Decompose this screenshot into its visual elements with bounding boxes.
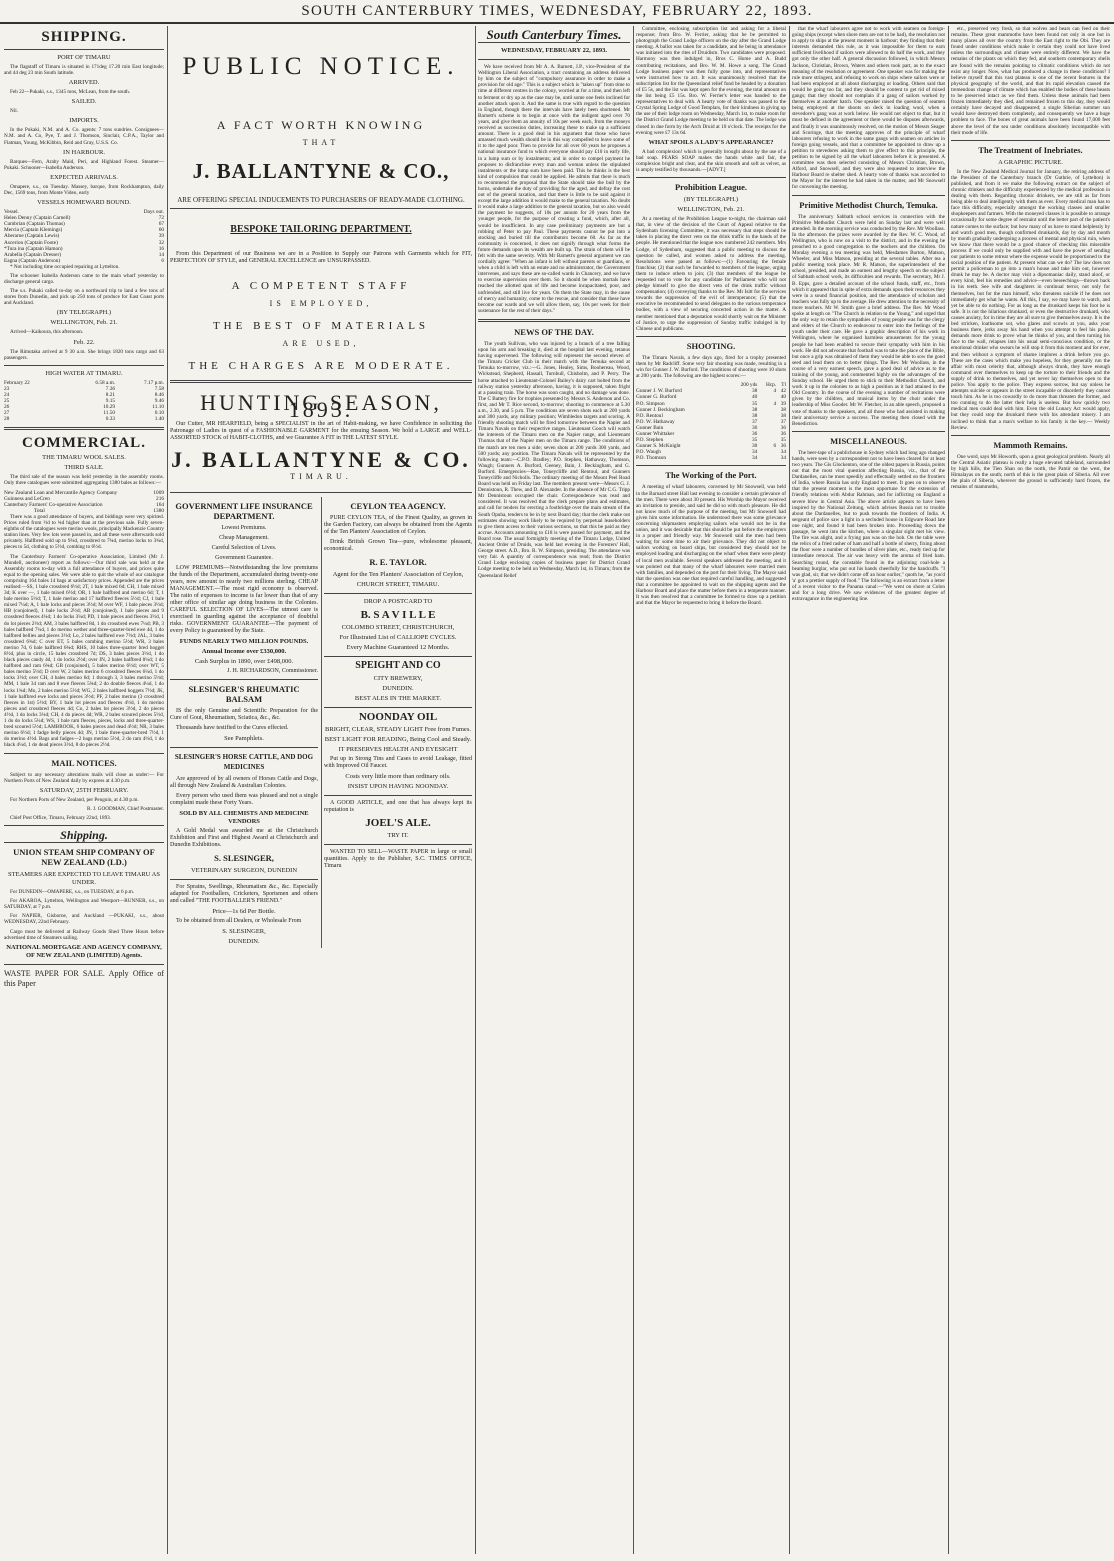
gov-line: Lowest Premiums. [221,525,267,531]
bespoke-text: From this Department of our Business we are in a Position to Supply our Patrons with Garments which for FIT, PERFECTION OF STYLE, and GENERAL EXCELLENCE are UNSURPASSED. [170,251,472,264]
union-sub: STEAMERS ARE EXPECTED TO LEAVE TIMARU AS UNDER. [8,871,160,887]
pamphlets-text: See Pamphlets. [224,735,264,742]
saville-heading: B. S A V I L L E [360,609,436,621]
table-row: Aberarne (Captain Lewis) 39 [4,233,164,240]
table-row: Gunner Whittaker 36 36 [636,430,786,437]
ads-left [170,497,318,948]
table-row: P.O. W. Hathaway 37 37 [636,418,786,425]
ad-divider [321,497,322,948]
insist-text: INSIST UPON HAVING NOONDAY. [347,783,449,790]
table-row: Gunner S. McKnight 30 6 36 [636,443,786,450]
bright-text: BRIGHT, CLEAR, STEADY LIGHT Free from Fumes. [325,726,471,733]
joels-heading: JOEL'S ALE. [365,817,431,829]
shipping-heading: SHIPPING. [41,29,127,45]
table-row: P.O. Thomson 34 34 [636,455,786,462]
in-harbour-text: Barques—Fern, Araby Maid, Peri, and Highland Forest. Steamer—Pukaki. Schooner—Isabella Anderson. [4,158,164,171]
table-row: Cumbrian (Captain Thomas) 67 [4,221,164,228]
ballantyne-heading: J. BALLANTYNE & CO., [192,159,450,183]
mail-date: Chief Post Office, Timaru, February 22nd, 1893. [10,814,112,821]
mail-text: Subject to any necessary alterations mails will close as under:— For Northern Ports of New Zealand daily by express at 4.30 p.m. [4,771,164,784]
vessels-note: * Not including time occupied repairing at Lyttelton. [10,263,120,270]
taylor-agent: Agent for the Ten Planters' Association of Ceylon, [332,571,464,578]
guaranteed-text: Every Machine Guaranteed 12 Months. [346,644,450,651]
sailed-heading: SAILED. [71,98,97,106]
shipping2-heading: Shipping. [60,827,108,842]
best-heading: THE BEST OF MATERIALS [212,320,430,332]
good-article-text: A GOOD ARTICLE, and one that has always kept its reputation is [324,800,472,813]
feb22-dateline: Feb. 22. [73,338,95,346]
union-line: For NAPIER, Gisborne, and Auckland —PUKAKI, s.s., about WEDNESDAY, 22nd February. [4,913,164,926]
column-news-3 [792,26,945,1554]
table-row: Gunner Bain 36 36 [636,424,786,431]
public-notice-heading: PUBLIC NOTICE. [182,53,460,80]
table-row: P.O. Simpson 35 4 39 [636,400,786,407]
ceylon-heading: CEYLON TEA AGENCY. [350,501,446,511]
income-text: Annual Income over £330,000. [201,648,287,655]
drop-text: DROP A POSTCARD TO [363,598,433,605]
table-row: Gunner J. W. Burford 38 4 42 [636,388,786,395]
port-text: The flagstaff of Timaru is situated in 171deg 17.20 min East longitude; and 44 deg 23 min South latitude. [4,64,164,77]
sailed-text: Nil. [10,108,18,115]
slesinger-heading: SLESINGER'S RHEUMATIC BALSAM [188,684,300,704]
colombo-text: COLOMBO STREET, CHRISTCHURCH, [341,624,455,631]
primitive-heading: Primitive Methodist Church, Temuka. [799,199,938,210]
column-advertisements [170,26,472,1554]
column-shipping-commercial [4,26,164,1554]
table-row: Mercia (Captain Klemings) 60 [4,227,164,234]
port-work-heading: The Working of the Port. [665,470,757,481]
illustrated-text: For Illustrated List of CALLIOPE CYCLES. [339,634,457,641]
shooting-text: The Timaru Navals, a few days ago, fired for a trophy presented them by Mr Radcliff. Some very fair shooting was made, resulting in a win for Gunner J. W. Burford. The conditions of shooting were 10 shots at 200 yards. The following are the highest scores:— [636,354,786,380]
ales-text: BEST ALES IN THE MARKET. [354,695,442,702]
port-heading: PORT OF TIMARU [57,54,111,61]
wellington-dateline: WELLINGTON, Feb. 21. [50,319,118,327]
mail-sign: R. J. GOODMAN, Chief Postmaster. [87,805,164,812]
paper-title: South Canterbury Times. [486,27,622,42]
table-row: 25 9.15 9.46 [4,398,164,404]
shooting-heading: SHOOTING. [686,340,736,351]
timaru-text: TIMARU. [290,472,352,481]
put-up-text: Put up in Strong Tins and Cases to avoid Leakage, fitted with Improved Oil Faucet. [324,756,472,769]
table-row: Canterbury Farmers' Co-operative Association 164 [4,501,164,508]
primitive-text: The anniversary Sabbath school services in connection with the Primitive Methodist Church were held on Sunday last and were well attended. In the morning service was conducted by the Rev. Mr Woollass. In the afternoon the prizes were awarded by the Rev. W. C. Wood, of Wellington, who is now on a visit to the district, and in the evening he preached to a good congregation to the teachers and the children. On Monday evening a tea meeting was held, Mesdames Burton, Matson, Wheeler, and Miss Matson, presiding at the several tables. After tea a public meeting took place. Mr R. Matson, the superintendent of the school, presided, and made an earnest and lengthy speech on the subject of Sabbath school work, its difficulties and rewards. The secretary, Mr J. B. Epps, gave a detailed account of the school funds, staff, etc., from which it appeared that in spite of extra demands upon their resources they were in a sound financial position, and the attendance of scholars and teachers was fully up to the average. He drew attention to the necessity of more teachers. Mr W. Smith gave a brief address. The Rev. Mr Wood spoke at length on "The Church in relation to the Young," and urged that the only way to retain the sympathies of young people was for the clergy and elders of the Church to endeavour to enter into the feelings of the youth under their care. He gave a graphic description of his work in Wellington, where he organised harmless amusements for the young people he had been enabled to secure their sympathy with him in his work. He did not advocate that football was to take the place of the Bible, but once a grip was obtained of them they would be able to sow the good seed and lead them on to better things. The Rev. Mr Woollass, in the course of a very earnest speech, gave a good deal of advice as to the training of the young, and commented highly on the advantages of the Sunday school. He urged them to stick to their Methodist Church, and work it up in the colonies to as high a position as it had attained in the Old Country. In the course of the evening a number of recitations were given by the children, and musical items by the choir under the leadership of Miss Gooder. Mr W. Fletcher, in an able speech, proposed a vote of thanks to the speakers, and all those who had assisted in making their anniversary service a success. The meeting then closed with the Benediction. [792,213,945,427]
that-text: THAT [302,138,340,147]
wool-sales-heading: THE TIMARU WOOL SALES. [42,454,126,462]
column-rule [789,26,790,1554]
ceylon-text: PURE CEYLON TEA, of the Finest Quality, as grown in the Garden Factory, can always be obtained from the Agents of the Ten Planters' Association of Ceylon. [324,515,472,535]
slesinger-name: S. SLESINGER, [214,853,274,863]
arrived-heading: ARRIVED. [68,79,100,87]
gov-insurance-heading: GOVERNMENT LIFE INSURANCE DEPARTMENT. [175,501,313,521]
high-water-heading: HIGH WATER AT TIMARU. [45,369,123,377]
drink-text: Drink British Grown Tea—pure, wholesome pleasant, economical. [324,539,472,552]
table-row: 23 7.36 7.58 [4,385,164,392]
third-sale-heading: THIRD SALE. [64,464,104,472]
telegraph-heading: (BY TELEGRAPH.) [56,309,112,317]
nma-heading: NATIONAL MORTGAGE AND AGENCY COMPANY, OF NEW ZEALAND (LIMITED) Agents. [6,943,162,959]
column-rule [633,26,634,1554]
slesinger-name-2: S. SLESINGER, [222,928,266,935]
city-text: CITY BREWERY, [373,675,423,682]
funds-text: FUNDS NEARLY TWO MILLION POUNDS. [179,638,309,645]
slesinger-text: IS the only Genuine and Scientific Preparation for the Cure of Gout, Rheumatism, Sciatica, &c., &c. [170,708,318,721]
table-row: February 22 6.58 a.m. 7.17 p.m. [4,379,164,386]
mail-heading: MAIL NOTICES. [51,757,117,768]
leader-text: We have received from Mr A. A. Barnett, J.P., vice-President of the Wellington Liberal Association, a tract containing an address delivered by him on the subject of "compulsory assurance in order to make a provision for old age." This is a subject which is "taken up" from time to time at different centres in the colony, worried at for a time, and then left to ferment or dry up as the case may be, until some one feels inclined for another attack upon it. And the same is true with regard to the question in England, though there the intervals have lately been shortened. Mr Barnett's scheme is to begin at once with the indigent aged over 70 years, and give them an annuity of 10s per week each, from the moneys received as succession duties, increasing these to make up a sufficient amount. There is a good deal in his argument that those who have amassed much wealth should be in this way compelled to leave some of it to the aged poor. Then to provide for all over 60 years he proposes a national insurance fund to which everyone should pay £10 in early life, in a lump sum or by instalments; and in order to compel payment he proposes to disfranchise every man and woman unless the stipulated instalments or the lump sum have been paid. This he thinks is the best kind of compulsion that could be applied. He admits that there is much to recommend the proposal that the State should take the bull by the horns, undertake the duty of providing for the aged, and defray the cost out of the general taxation, and that there is little to be said against it except the large addition it would make to the general taxation. No doubt it would make a large addition to the general taxation, but so also would the payment he suggests, of 10s per annum for 20 years from the younger people, for the purpose of creating a fund, which, after all, would be insufficient. In any case preliminary payments are but a robbing of Peter to pay Paul. These payments cannot be put into a stocking and buried till the contributors become 60. As far as the community is concerned, it does not signify through what forms the future demands upon its wealth are built up. The strain of them will be felt with the same severity. With Mr Barnett's general argument we can cordially agree: "When an infant is left without parents or guardians, or when a child is left with an estate and no administrator, the Government intervenes, and says these are so-called wards in Chancery, and we have to exercise supervision over them. So it should be when mortals have reached the allotted span of life and become incapacitated, poor, and unfriended, and still live for years. On them the State may, in the cause of mercy and humanity, come to the rescue, and consider that these have become our wards and we will allow them, say, 10s per week for their sustenance for the rest of their days." [478,64,630,314]
column-news-2 [636,26,786,1554]
news-continued: Committee, enclosing subscription list and asking for a liberal response; from Bro. W. Ferrier, asking that he be permitted to photograph the Grand Lodge officers on the day after the Grand Lodge meeting. A ballot was taken for a candidate, and he being in attendance was initiated into the rites of Druidism. Two candidates were proposed. Harmony was then indulged in, Bros C. Home and A. Budd contributing recitations, and Bro. W. M. Howe a song. The Grand Lodge business paper was then fully gone into, and representatives were instructed how to act. It was unanimously resolved that the subscription list for the Queensland relief fund be headed by a donation of £5 5s, and the list was kept open for the evening, the total amount on the list being £5 15s. Bro. W. Ferrier's letter was handed to the representatives to deal with. A hearty vote of thanks was passed to the Crystal Spring Lodge of Good Templars, for their kindness in giving up the use of their lodge room on Wednesday, March 1st, to make room for the District Grand Lodge meeting to be held on that date. The lodge was closed in due form by the Arch Druid at 10 o'clock. The receipts for the evening were £7 13s 6d. [636,26,786,136]
gov-line: Cheap Management. [219,535,269,541]
hunting-heading: HUNTING SEASON, 1893. [200,390,442,422]
column-rule [475,26,476,1554]
table-row: 24 8.21 8.46 [4,391,164,398]
wool-text: There was a good attendance of buyers, and biddings were very spirited. Prices ruled from ½d to ¾d higher than at the previous sale. Fully seven-eighths of the catalogues were merino wools, principally Mackenzie Country station lines. Very few lots were passed in, and all these were afterwards sold privately. Halfbred sold up to 9¼d, crossbred to 7¾d, merino locks to 3¾d, pieces to 5d, clothing to 5½d, combing to 6½d. [4,513,164,551]
column-news-4 [951,26,1110,1554]
competent-heading: A COMPETENT STAFF [231,280,411,292]
table-row: Ascerion (Captain Foote) 32 [4,239,164,246]
in-harbour-heading: IN HARBOUR. [63,148,105,156]
homeward-heading: VESSELS HOMEWARD BOUND. [37,199,131,207]
table-row: P.O. Waugh 34 34 [636,449,786,456]
table-row: 26 10.29 11.10 [4,404,164,411]
sold-text: SOLD BY ALL CHEMISTS AND MEDICINE VENDORS [179,810,309,825]
preserves-text: IT PRESERVES HEALTH AND EYESIGHT [338,746,458,753]
news-heading: NEWS OF THE DAY. [514,326,594,337]
table-row: *Tura ina (Captain Hamon) 16 [4,245,164,252]
table-row: 28 0.33 1.40 [4,416,164,423]
column-rule [167,26,168,1554]
horse-text: Are approved of by all owners of Horses Cattle and Dogs, all through New Zealand & Australian Colonies. [170,776,318,789]
noonday-heading: NOONDAY OIL [358,711,438,723]
taylor-heading: R. E. TAYLOR. [369,557,427,567]
charges-heading: THE CHARGES ARE MODERATE. [188,360,454,372]
news-text: The youth Sullivan, who was injured by a branch of a tree falling upon his arm and breaking it, died at the hospital last evening, tetanus having supervened. The following will represent the second eleven of the Timaru Cricket Club in their match with the Temuka second at Temuka to-morrow, viz.:—G. Jones, Healey, Sims, Boohereau, Wood, Wickstead, Shepherd, Hassall, Turnbull, Chisholm, and P. Perry. The horse attached to Lieutenant-Colonel Bailey's dairy cart bolted from the railway station yesterday afternoon, having, it is supposed, taken fright at a passing train. The horse was soon caught, and no damage was done. The C Battery fire for trophies presented by Messrs S. Anderson and Co. first, and Mr T. Rice second, to-morrow; shooting to commence at 5.30 a.m., 2.30, and 5 p.m. The conditions are seven shots each at 200 yards and 300 yards, any military position; Wimbledon targets and scoring. A friendly shooting match will be fired tomorrow between the Napier and Timaru Navals on their respective ranges. Lieutenant Gooch will watch the interests of the Timaru men on the Napier range, and Lieutenant Thomas that of the Napier men on the Timaru range. The conditions of the match are ten men a side; seven shots at 200 yards 300 yards, and 500 yards; any position. The Timaru Navals will be represented by the following team:—C.P.O. Bradley; P.O. Stephen, Hathaway, Thomson, Waugh; Gunners A. Burford, Geeney, Bain, J. Beckingham, and G. Burford. Emergencies—Rae, Toneycliffe and Rentoul, and Gunners Toneycliffe and Nicholls. The ordinary meeting of the Mount Peel Road Board was held on Friday last. The members present were—Messrs G. J. Dennistoun, R. Thew, and D. Alexander. In the absence of Mr C.G. Tripp Mr Dennistoun occupied the chair. Correspondence was read and considered. It was resolved that the clerk prepare plans and estimates, and call for tenders for erecting a footbridge over the main stream of the South Opuha, tenders to be in by next Board day; that the clerk make out estimates showing work likely to be required by perpetual leaseholders to give them access to their various sections, so that this be paid as they accrue. Accounts amounting to £18 is were passed for payment, and the Board rose. The usual fortnightly meeting of the Timaru Lodge, United Ancient Order of Druids, was held last evening in the Foresters' Hall, George street. A.D., Bro. R. W. Simpson, presiding. The attendance was very fair. A quantity of correspondence was read; from the District Grand Lodge enclosing copies of business paper for District Grand Lodge meeting to be held on Wednesday, March 1st, in Timaru; from the Queensland Relief [478,340,630,579]
editorial-date: WEDNESDAY, FEBRUARY 22, 1893. [501,47,607,55]
table-row: Gunner J. Beckingham 38 38 [636,406,786,413]
gold-text: A Gold Medal was awarded me at the Christchurch Exhibition and First and Highest Award at Christchurch and Dunedin Exhibitions. [170,828,318,848]
price-text: Price—1s 6d Per Bottle. [212,908,276,915]
arrived-text: Feb 22—Pukaki, s.s., 1345 tons, McLean, from the south. [10,89,131,96]
table-row: Total 1380 [34,507,164,514]
employed-text: IS EMPLOYED, [269,299,373,308]
gov-line: Careful Selection of Lives. [211,545,277,551]
column-rule [948,26,949,1554]
try-text: TRY IT. [387,832,409,839]
mail-day-text: For Northern Ports of New Zealand, per Penguin, at 4.30 p.m. [10,796,139,803]
inebriates-text: In the New Zealand Medical Journal for January, the retiring address of the President of the Canterbury branch (Dr Guthrie, of Lyttelton) is published, and from it we make the following extract on the subject of chronic drinkers and the difficulty experienced by the medical profession in dealing with them. Regarding chronic drinkers, we are still as far from being able to deal intelligently with them as ever. Every medical man has to face this difficulty, especially amongst the working classes and smaller shopkeepers and farmers. With the moneyed classes it is possible to arrange occasionally for some degree of restraint until the better part of the patient's nature comes to the surface; but how many of us have to stand helplessly by and watch good men, though confirmed drunkards, day by day and month by month gradually undergoing a process of mental and physical ruin, when we know that there would be a good chance of checking this miserable process if we could only be supplied with and have the power of sending our patients to some retreat where the expense would be proportioned to the social position of the patient. At present what can we do? The law does not permit a policeman to go into a man's house and take him out, however drunk he may be. A doctor may visit a dipsomaniac daily, stand aloof, or every kind, feel his remedies and advice—even beseechings—thrown back in his teeth. See wife and daughters in continual terror, not only for themselves, but for the man himself, who threatens suicide if he does not immediately get what he wants. All this, I say, we may have to watch, and yet be able to do nothing. For as long as the drunkard keeps his foot he is safe. It is not the hilarious drunkard, or even the destructive drunkard, who causes anxiety, for in time they are all sure to give themselves away. It is the bed stricken, loathsome sot, who glares and scowls at you, asks your business there, jerks away his hand when you attempt to feel his pulse, demands more drink to prove what he thinks of you, and then turning his face to the wall, relapses into his usual semi-conscious condition, or the emotional drinker who swears he will stop it from this moment and for ever, and then without a symptom of shame implores a drink before you go. These are the cases which make you hopeless, for they generally run the affair with most celerity that, although always drunk, they have enough command over themselves to keep up the torture to their friends and the supply of drink to themselves, and yet never lay themselves open to the police. You apply to the police. They express sorrow, but say unless he attempts suicide or appears in the street incapable or disorderly they cannot touch him. As he is too cowardly to do more than threaten the former, and too cunning to do the latter their help is useless. But how quickly two medical men could deal with him. Even the old Lunacy Act would apply, but they could stop the drunkard there with his attendant misery. I am inclined to think that a man's welfare to his family is the key.— Weekly Review. [951,168,1110,431]
table-row: Helen Denny (Captain Carnell) 72 [4,215,164,222]
costs-text: Costs very little more than ordinary oils. [345,773,451,780]
wanted-text: WANTED TO SELL—WASTE PAPER in large or small quantities. Apply to the Publisher, S.C. TIMES OFFICE, Timaru [324,849,472,869]
gov-text: LOW PREMIUMS—Notwithstanding the low premiums the funds of the Department, accumulated during twenty-one years, now amount to nearly two millions sterling. CHEAP MANAGEMENT.—The most rigid economy is observed. The ratio of expenses to income is far lower than that of any other office of similar age doing business in the Colonies. CAREFUL SELECTION OF LIVES—The utmost care is exercised in guarding against the acceptance of doubtful risks. GOVERNMENT GUARANTEE—The payment of every Policy is guaranteed by the State. [170,565,318,634]
church-text: CHURCH STREET, TIMARU. [356,581,440,588]
mammoth-continued: etc., preserved very fresh, so that wolves and bears can feed on their remains. These great mammoths have been found not only in one but in many places all over the country from the East right to the Obi. They are found under conditions which make it certain they could not have lived unless the surroundings and climate were entirely different. We have the remains of the plants on which they fed, and southern contemporary shells are found with the remains pointing to climatic conditions which do not exist any longer. Now, what has produced a change in these conditions? I believe myself that this vast plateau is one of the recent features in the physical geography of the world, and that its rapid elevation caused the tremendous change of climate which has enabled the bodies of these beasts to be preserved intact as we find them. Unless these animals had been frozen immediately they died, and remained frozen to this day, they would certainly have decayed and disappeared; a single Siberian summer sun would have destroyed them completely, and consequently we have a huge problem to face. The bones of great animals have been found 17,000 feet above the level of the sea under conditions absolutely incompatible with their mode of life. [951,26,1110,136]
masthead: SOUTH CANTERBURY TIMES, WEDNESDAY, FEBRUARY 22, 1893. [0,0,1114,24]
pukaki-text: The s.s. Pukaki called to-day on a northward trip to land a few tons of stores from Dunedin, and pick up 250 tons of produce for East Coast ports and Auckland. [4,288,164,307]
obtained-text: To be obtained from all Dealers, or Wholesale From [176,918,302,924]
high-water-table [4,380,164,423]
union-line: For DUNEDIN—OMAPERE, s.s., on TUESDAY, at 6 p.m. [10,889,135,896]
table-row: New Zealand Loan and Mercantile Agency Company 1009 [4,489,164,496]
offering-text: ARE OFFERING SPECIAL INDUCEMENTS TO PURCHASERS OF READY-MADE CLOTHING. [177,196,465,204]
misc-heading: MISCELLANEOUS. [830,435,907,446]
port-work-text: A meeting of wharf labourers, convened by Mr Snowsell, was held in the Barnard street Hall last evening to consider a certain grievance of the men. There were about 30 present. His Worship the Mayor received an invitation to preside, and said he did so with much pleasure. He did not know much of the purpose of the meeting, but Mr Snowsell had given him some information. He understood there was some grievance concerning shipmasters employing sailors who would not be in the union, and it was desirable that this should be put before the employers in a proper and friendly way. Mr Snowsell said the men had been waiting for some time to air their grievance. They did not object to sailors working on board ships, but considered they should not be employed loading and discharging on the wharf when there were plenty of local men available. Several speakers addressed the meeting, and it was pointed out that many of the wharf labourers were married men with families, and depended on the port for their living. The Mayor said that the question was one that required careful handling, and suggested that a committee be appointed to wait on the shipping agents and the Harbour Board and place the matter before them in a temperate manner. It was then resolved that a committee be formed to draw up a petition and that the Mayor be requested to bring it before the Board. [636,484,786,607]
kaikoura-text: Arrived—Kaikoura, this afternoon. [10,329,84,336]
graphic-heading: A GRAPHIC PICTURE. [998,158,1063,166]
cfca-text: The Canterbury Farmers' Co-operative Association, Limited (Mr J. Mundell, auctioneer) report as follows:—Our third sale was held at the Assembly rooms to-day with a full attendance of buyers, and prices quite equal to the opening sales. We were able to quit the whole of our catalogue comprising 164 bales 14 bags at satisfactory prices. Appended are the prices realised:—SS, 1 bale crossbred 6½d; 2T, 1 bale mixed 6d; CH, 1 bale mixed 3d; K over —, 1 bale mixed 6½d; OR, 1 bale halfbred and merino 6d; T, 1 bale merino 5½d; T, 1 bale merino and 17 halfbred fleeces 5½d; CJ, 1 bale mixed 7¼d; A, 1 bale locks and pieces 3½d; M over WF, 1 bale pieces 3½d; HB (conjoined), 1 bale locks 2½d; AB (conjoined), 1 bale pieces and 9 crossbred fleeces 4¼d; 1 do locks 3¼d; PD, 1 bale pieces and fleeces 3½d, 1 do lot pieces 2½d; AM, 3 bales halfbred 8d, 1 do crossbred ewes 7¼d; PB, 3 bales halfbred 7¼d, 1 do merino wether and three-quarter-bred ewe 4d, 1 do halfbred bellies and pieces 3½d; Lo, 2 bales halfbred ewe 7½d; JAL, 3 bales crossbred 6¾d; C over ET, 5 bales combing merino 5½d; WR, 3 bales merino 7d, 6 bale halfbred 6¾d; RHS, 10 bales three-quarter bred hogget 8½d, plus in circle, 15 bales crossbred 7d; DS, 3 bales pieces 3½d, 1 do black pieces candy 4d, 1 do locks 2½d; over JN, 2 bales halfbred 8¼d; 1 do halfbred and ram 6¾d; GB (conjoined), 5 bales merino 6½d; over WT, 5 bales merino 5½d; D over W, 2 bales merino 6 crossbred fleeces 6¼d, 1 do locks 3½d; over CH, 4 bales merino 6d; 1 through 3, 3 bales merino 5½d; MM, 1 bale 34 ram and 8 ewe fleeces 5¾d; 2 do double fleeces 4¼d, 1 do locks 1¾d; Mo, 2 bales merino 5½d; WG, 2 bales halfbred hoggets 7½d; JK, 1 bale halfbred ewe locks and pieces 3½d; PF, 2 bales merino (3 crossbred fleeces in 1st) 5½d; BY, 1 bale lot pieces and fleeces 4½d, 1 do merino pieces and crossbred fleeces 4d; Co, 2 bales lot pieces 3½d, 2 do pieces 4½d, 1 do locks 3¼d; CH, 4 do pieces 4d; WR, 2 bales scoured pieces 5½d, 1 do do locks 5¼d; WS, 1 bale ram fleeces, pieces, locks and three-quarter-bred scoured 5½d; LAMBROOK, 6 bales pieces and dead 4½d; NR, 3 bales merino 6½d; 1 fadge belly pieces 4d; JN, 1 bale three-quarter-bred 7½d, 1 do merino 4½d. Bags and fadges—2 bags merino 5½d, 2 do ram 4½d, 1 do black 4¼d, 1 do dead pieces 3½d, 8 do pieces 2½d. [4,553,164,749]
table-row: Arabella (Captain Dresser) 14 [4,251,164,258]
table-row: Guinness and LeCren 216 [4,495,164,502]
ads-right [324,497,472,948]
mail-day: SATURDAY, 25TH FEBRUARY. [39,786,129,794]
fact-heading: A FACT WORTH KNOWING [216,118,426,132]
column-editorial [478,26,630,1554]
union-heading: UNION STEAM SHIP COMPANY OF NEW ZEALAND (LD.) [13,847,155,868]
dunedin-2-text: DUNEDIN. [382,685,414,692]
table-row: 27 11.50 0.10 [4,410,164,417]
waste-paper-ad: WASTE PAPER FOR SALE. Apply Office of this Paper [4,968,164,988]
ballantyne-heading-2: J. BALLANTYNE & CO. [171,447,471,472]
hunting-text: Our Cutter, MR HEARFIELD, being a SPECIALIST in the art of Habit-making, we have Confidence in soliciting the Patronage of Ladies in quest of a FASHIONABLE GARMENT for the ensuing Season. We hold a LARGE and WELL-ASSORTED STOCK of HABIT-CLOTHS, and we Guarantee A FIT in THE LATEST STYLE. [170,421,472,441]
wellington-dateline-2: WELLINGTON, Feb. 21. [677,206,745,214]
expected-heading: EXPECTED ARRIVALS. [50,173,118,181]
bonus-text: Cash Surplus in 1890, over £498,000. [194,658,294,665]
best-light-text: BEST LIGHT FOR READING, Being Cool and Steady. [324,736,472,743]
gov-sign: J. H. RICHARDSON, Commissioner. [227,668,318,674]
table-row: Eagna (Captain Anderson) 6 [4,257,164,264]
union-note: Cargo must be delivered at Railway Goods Shed Three Hours before advertised time of Steamers sailing. [4,928,164,941]
imports-text: In the Pukaki, N.M. and A. Co. agents: 7 tons sundries. Consignees—N.M. and A. Co, Pye, T. and J. Thomson, Sinclair, C.P.A., Taylor and Flatman, Young, McKibbin, Reid and Gray, U.S.S. Co. [4,127,164,146]
third-sale-text: The third sale of the season was held yesterday in the assembly rooms. Only three catalogues were submitted aggregating 1380 bales as follows:— [4,474,164,487]
mammoth-text: One word, says Mr Howorth, upon a great geological problem. Nearly all the Central Asiatic plateau is really a huge elevated tableland, surrounded by high hills, the Tien Shan on the north, the Pamir on the west, the Himalayas on the south; north of this is the great plain of Siberia. All over the plain of Siberia, wherever the ground is sufficiently hard frozen, the remains of mammoths, [951,453,1110,491]
imports-heading: IMPORTS. [69,117,99,125]
telegraph-heading-2: (BY TELEGRAPH.) [683,196,739,204]
union-line: For AKAROA, Lyttelton, Wellington and Westport—RUNNER, s.s., on SATURDAY, at 7 p.m. [4,898,164,911]
prohibition-text: At a meeting of the Prohibition League to-night, the chairman said that, in view of the decision of the Court of Appeal relative to the Sydenham licensing Committee, it was necessary that steps should be taken in placing the direct veto on the drink traffic in the hands of the people. He mentioned that the league now numbered 242 members. Mrs Lodge, of Sydenham, suggested that a public meeting to discuss the question be called, and women asked to address the meeting. Resolutions were passed as follows:—(1) Favouring the female franchise; (2) that each be forwarded to members of the league, urging them to induce others to join; (3) that members of the league be requested not to vote for any candidate for Parliament who will not pledge himself to give the direct veto of the drink traffic without compensation; (4) conveying thanks to the Rev. Mr Isitt for the services towards the suppression of the evil of intemperance; (5) that the executive be recommended to send delegates to the various temperance bodies, with a view of securing concerted action in the matter. A member mentioned that a deputation would shortly wait on the Minister of Justice, to urge the suppression of Sunday traffic indulged in by Chinese and publicans. [636,216,786,332]
bales-table [4,490,164,514]
ads-row [170,497,472,948]
commercial-heading: COMMERCIAL. [22,435,146,452]
gov-line: Government Guarantee. [215,555,273,561]
dunedin-text: DUNEDIN. [228,938,260,945]
sprains-text: For Sprains, Swellings, Rheumatism &c., &c. Especially adapted for Footballers, Cricketers, Sportsmen and others and called "THE FOOTBALLER'S FRIEND." [170,884,318,904]
prohibition-heading: Prohibition League. [674,182,748,193]
table-row: P.O. Stephen 35 35 [636,437,786,444]
bespoke-heading: BESPOKE TAILORING DEPARTMENT. [230,224,412,235]
schooner-text: The schooner Isabella Anderson came to the main wharf yesterday to discharge general cargo. [4,272,164,286]
inebriates-heading: The Treatment of Inebriates. [978,144,1083,155]
vet-text: VETERINARY SURGEON, DUNEDIN [190,867,298,874]
rimutaka-text: The Rimutaka arrived at 9 30 a.m. She brings 1820 tons cargo and 63 passengers. [4,348,164,361]
scores-table: 200 yds Hcp. Tl Gunner J. W. Burford 38 4 42 Gunner G. Burford 40 40 P.O. Simpson 35 4 39 Gunner J. Beckingham 38 38 P.O. Rentoul 38 38 P.O. W. Hathaway 37 37 Gunner Bain 36 36 Gunner Whittaker 36 36 P.O. Stephen 35 35 Gunner S. McKnight 30 6 36 P.O. Waugh 34 34 P.O. Thomson 34 34 [636,382,786,462]
expected-text: Omapere, s.s., on Tuesday. Massey, barque, from Rockhampton, daily Dec, 1569 tons, from Monte Video, early [4,183,164,196]
used-text: ARE USED, [282,339,360,348]
table-row: Gunner G. Burford 40 40 [636,394,786,401]
spoils-text: A bad complexion! which is generally brought about by the use of a bad soap. PEARS SOAP makes the hands white and fair, the complexion bright and clear, and the skin smooth and soft as velvet, as is amply testified by thousands.—[ADVT.] [636,148,786,173]
vessels-table: Vessel. Days out. Helen Denny (Captain Carnell) 72 Cumbrian (Captain Thomas) 67 Mercia (Captain Klemings) 60 Aberarne (Captain Lewis) 39 Ascerion (Captain Foote) 32 *Tura ina (Captain Hamon) 16 Arabella (Captain Dresser) 14 Eagna (Captain Anderson) 6 [4,209,164,264]
every-text: Every person who used them was pleased and not a single complaint made these Forty Years. [170,793,318,806]
table-row: P.O. Rentoul 38 38 [636,412,786,419]
horse-heading: SLESINGER'S HORSE CATTLE, AND DOG MEDICINES [174,753,314,771]
speight-heading: SPEIGHT AND CO [355,660,441,671]
thousands-text: Thousands have testified to the Cures effected. [176,725,289,731]
spoils-heading: WHAT SPOILS A LADY'S APPEARANCE? [648,138,774,146]
port-continued: that the wharf labourers agree not to work with seamen on foreign-going ships (except when shore men are not to be had), the resolution not to apply to ships at the present moment in harbour; they finding that their interests demanded this rule, as it was impossible for them to earn sufficient livelihood if sailors were allowed to do half the work, and they got only the other half. A general discussion followed, in which Messrs Jackson, Christian, Brown, Waters and others took part, as to the exact meaning of the resolution or agreement. One speaker was for making the rule more stringent, and refusing to work on ships where sailors were or had been employed at all about discharging or loading. Others said that would be going too far, and they should be content to get rid of mixed gangs; that they should not complain if a gang of sailors worked by themselves at another hatch. One speaker raised the question of seamen being employed at the shoots on deck in loading wool, when a stevedore's gang was at work below. He would not object to that, but it must be defined in the agreement or there would be disputes afterwards, and finally it was unanimously resolved, on the motion of Messrs Seager and Scoringe, that the meeting approves of the principle of wharf labourers refusing to work in the same gangs with seamen on articles in foreign going vessels, and that a committee be appointed to draw up a petition to stevedores asking them to give effect to this principle, the petition to be signed by all the wharf labourers before it is presented. A committee was then selected consisting of Messrs Christian, Brown, Alford, and Snowsell, and they were also requested to interview the Harbour Board re shelter shed. A hearty vote of thanks was accorded to the Mayor for the interest he had taken in the matter, and Mr Snowsell for convening the meeting. [792,26,945,191]
mammoth-heading: Mammoth Remains. [993,439,1068,450]
misc-text: The beer-tape of a publichouse in Sydney which had long ago changed hands, were seen by a correspondent not to have been cleared for at least two years. The Gis Glockenton, one of the oldest papers in Russia, points out that the most vital question affecting Russia, viz., that of the Dardanelles, can be most speedily and effectually settled on the frontiers of India, where Russia has only England to meet. It goes on to observe that the present moment is the most opportune for the extension of friendly relations with Abdur Rahman, and for inflicting on England a severe blow in Central Asia. The above article appears to have been inspired by the National Zeitung, which advises Russia not to trouble about the Dardanelles, but to push towards the frontiers of India. A sergeant of police saw a light in a secluded house in Edgware Road late one night, and found it had been broken into. Proceeding down the passage, he went into the kitchen, where a singular sight met his view. The fire was alight, and a frying pan was on the hob. On the table were the relics of a fried rasher of ham and half a bottle of sherry, fixing about the floor were a number of bundles of silver plate, etc., ready tied up for immediate removal. The air was heavy with the aroma of fried ham. Searching round, the constable found in the adjoining coal-hole a beaming burglar, who put out his hands cheerfully for the handcuffs. "I was glad, sir, that we didn't come off an hour earlier," quoth he, "as you'd 'a' got a prettier supply of food." The following is an extract from a letter of a recent visitor to the Panama canal:—"We went on shore at Colon and for a long drive. We saw evidences of the greatest degree of extravagance in the engineering line. [792,449,945,603]
